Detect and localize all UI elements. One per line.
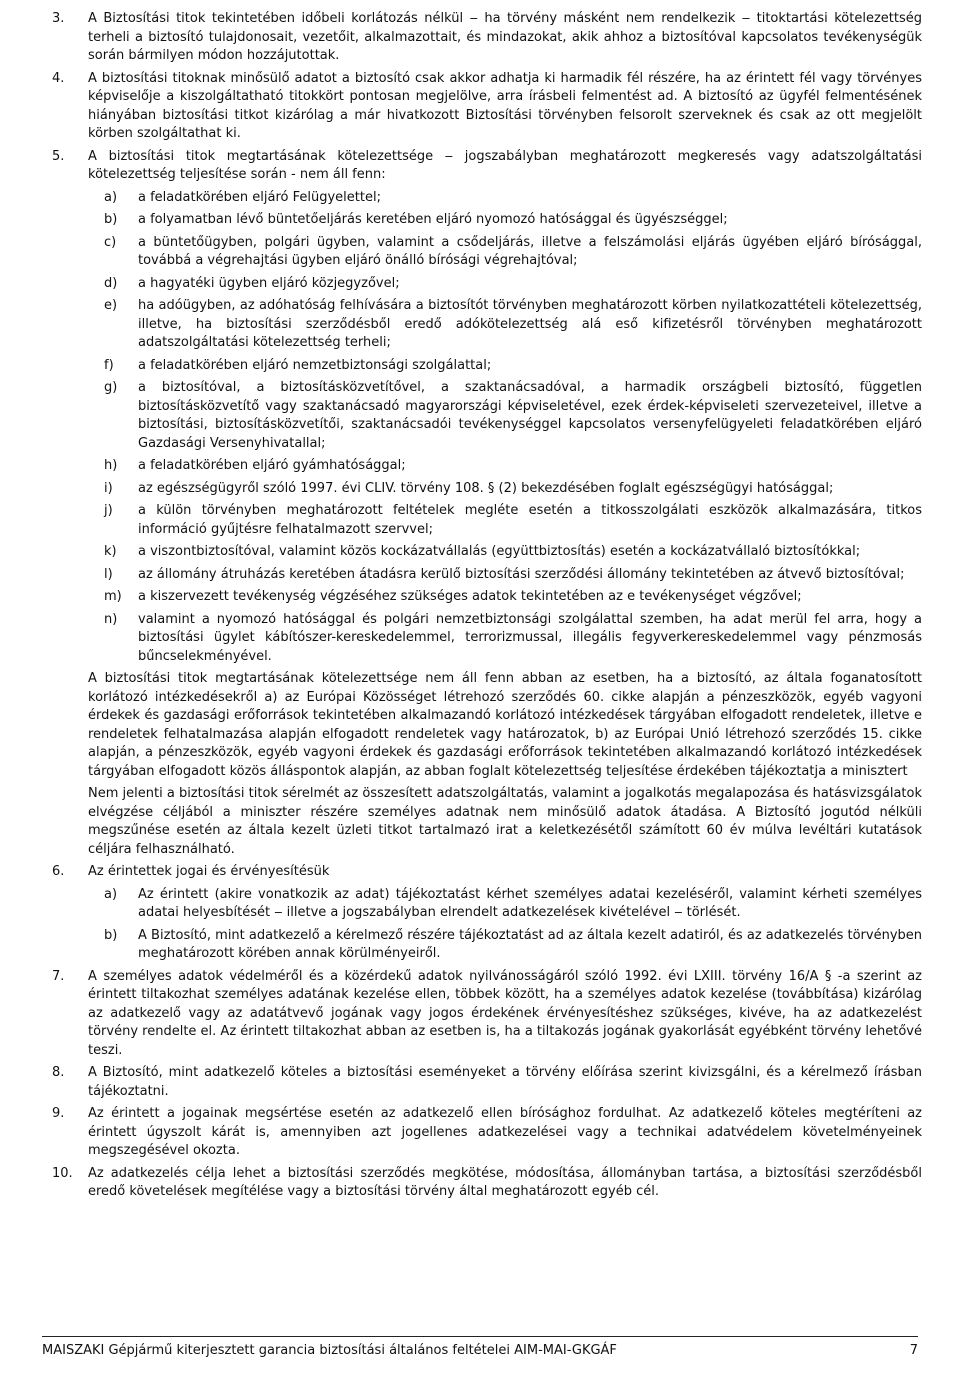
list-item-text: a külön törvényben meghatározott feltételek megléte esetén a titkosszolgálati eszközök alkalmazására, titkos információ gyűjtésre felhatalmazott szervvel; bbox=[138, 503, 922, 537]
item-text: Az érintett a jogainak megsértése esetén az adatkezelő ellen bírósághoz fordulhat. Az adatkezelő köteles megtéríteni az érintett úgyszolt kárát is, amennyiben azt jogellenes adatkezelései vagy a technikai adatvédelem követelményeinek megszegésével okozta. bbox=[88, 1106, 922, 1158]
paragraph: A biztosítási titok megtartásának kötelezettsége nem áll fenn abban az esetben, ha a biztosító, az általa foganatosított korlátozó intézkedésekről a) az Európai Közösséget létrehozó szerződés 60. cikke alapján a pénzeszközök, egyéb vagyoni érdekek és gazdasági erőforrások tekintetében alkalmazandó korlátozó intézkedések tárgyában elfogadott rendeletek, illetve e rendeletek felhatalmazása alapján elfogadott rendeletek vagy határozatok, b) az Európai Unió létrehozó szerződés 15. cikke alapján, a pénzeszközök, egyéb vagyoni érdekek és gazdasági erőforrások tekintetében alkalmazandó korlátozó intézkedések tárgyában elfogadott közös álláspontok alapján, az abban foglalt kötelezettség teljesítése érdekében tájékoztatja a minisztert bbox=[88, 671, 922, 779]
item-number: 9. bbox=[52, 1106, 65, 1121]
list-item-text: A Biztosító, mint adatkezelő a kérelmező részére tájékoztatást ad az általa kezelt adatiról, és az adatkezelés törvényben meghatározott körében annak körülményeiről. bbox=[138, 927, 922, 961]
list-item-label: d) bbox=[104, 275, 118, 291]
list-item-label: b) bbox=[104, 212, 118, 227]
numbered-item bbox=[52, 1105, 922, 1161]
list-item-label: e) bbox=[104, 298, 118, 313]
list-item-label: b) bbox=[104, 927, 118, 943]
list-item-label: i) bbox=[104, 480, 113, 496]
list-item-label: g) bbox=[104, 380, 118, 395]
list-item bbox=[52, 297, 922, 353]
list-item-text: a viszontbiztosítóval, valamint közös kockázatvállalás (együttbiztosítás) esetén a kockázatvállaló biztosítókkal; bbox=[138, 544, 861, 559]
list-item bbox=[52, 189, 922, 208]
item-number: 6. bbox=[52, 864, 65, 879]
numbered-item bbox=[52, 10, 922, 66]
list-item bbox=[52, 502, 922, 539]
page-number: 7 bbox=[909, 1343, 918, 1358]
list-item-label: m) bbox=[104, 589, 122, 604]
page-footer bbox=[42, 1336, 918, 1358]
numbered-item bbox=[52, 1064, 922, 1101]
list-item-label: c) bbox=[104, 234, 117, 250]
numbered-item bbox=[52, 1165, 922, 1202]
list-item bbox=[52, 588, 922, 607]
list-item-text: az állomány átruházás keretében átadásra kerülő biztosítási szerződési állomány tekintetében az átvevő biztosítóval; bbox=[138, 566, 905, 582]
list-item bbox=[52, 611, 922, 667]
item-text: A Biztosító, mint adatkezelő köteles a biztosítási eseményeket a törvény előírása szerint kivizsgálni, és a kérelmező írásban tájékoztatni. bbox=[88, 1065, 922, 1099]
list-item bbox=[52, 886, 922, 923]
list-item bbox=[52, 457, 922, 476]
list-item-text: Az érintett (akire vonatkozik az adat) tájékoztatást kérhet személyes adatai kezeléséről, valamint kérheti személyes adatai helyesbítését ‒ illetve a jogszabályban elrendelt adatkezelések kivételével ‒ törlését. bbox=[138, 886, 922, 920]
item-number: 10. bbox=[52, 1165, 73, 1181]
list-item-label: a) bbox=[104, 886, 118, 902]
footer-title: MAISZAKI Gépjármű kiterjesztett garancia biztosítási általános feltételei AIM-MAI-GKGÁF bbox=[42, 1343, 617, 1358]
item-number: 4. bbox=[52, 70, 65, 86]
numbered-item bbox=[52, 863, 922, 882]
list-item-text: ha adóügyben, az adóhatóság felhívására a biztosítót törvényben meghatározott körben nyilatkozattételi kötelezettség, illetve, ha biztosítási szerződésből eredő adókötelezettség alá eső kifizetésről törvényben meghatározott adatszolgáltatási kötelezettség terheli; bbox=[138, 298, 922, 350]
list-item-label: h) bbox=[104, 458, 118, 473]
list-item bbox=[52, 234, 922, 271]
list-item-text: a büntetőügyben, polgári ügyben, valamint a csődeljárás, illetve a felszámolási eljárás ügyében eljáró bírósággal, továbbá a végrehajtási ügyben eljáró önálló bírósági végrehajtóval; bbox=[138, 234, 922, 268]
list-item bbox=[52, 566, 922, 585]
list-item bbox=[52, 543, 922, 562]
list-item-text: a feladatkörében eljáró Felügyelettel; bbox=[138, 189, 381, 205]
list-item bbox=[52, 379, 922, 453]
numbered-item bbox=[52, 148, 922, 185]
list-item-text: a feladatkörében eljáró nemzetbiztonsági szolgálattal; bbox=[138, 357, 492, 373]
list-item bbox=[52, 211, 922, 230]
item-number: 5. bbox=[52, 148, 65, 164]
list-item-label: j) bbox=[104, 503, 113, 518]
item-text: Az érintettek jogai és érvényesítésük bbox=[88, 864, 330, 879]
list-item-text: a kiszervezett tevékenység végzéséhez szükséges adatok tekintetében az e tevékenységet végzővel; bbox=[138, 589, 802, 604]
item-text: A biztosítási titoknak minősülő adatot a biztosító csak akkor adhatja ki harmadik fél részére, ha az érintett fél vagy törvényes képviselője a kiszolgáltatható titokkört pontosan megjelölve, arra írásbeli felmentést ad. A biztosító az ügyfél felmentésének hiányában biztosítási titkot kizárólag a már hivatkozott Biztosítási törvényben felsorolt szerveknek és csak az ott megjelölt körben szolgáltathat ki. bbox=[88, 70, 922, 141]
list-item-text: valamint a nyomozó hatósággal és polgári nemzetbiztonsági szolgálattal szemben, ha adat merül fel arra, hogy a biztosítási ügylet kábítószer-kereskedelemmel, terrorizmussal, illegális fegyverkereskedelemmel vagy pénzmosás bűncselekményével. bbox=[138, 611, 922, 664]
list-item-label: l) bbox=[104, 566, 113, 582]
list-item bbox=[52, 480, 922, 499]
list-item-text: az egészségügyről szóló 1997. évi CLIV. törvény 108. § (2) bekezdésében foglalt egészségügyi hatósággal; bbox=[138, 480, 834, 496]
list-item bbox=[52, 275, 922, 294]
list-item-text: a feladatkörében eljáró gyámhatósággal; bbox=[138, 458, 406, 473]
list-item-label: n) bbox=[104, 611, 118, 627]
list-item bbox=[52, 357, 922, 376]
item-text: A Biztosítási titok tekintetében időbeli korlátozás nélkül ‒ ha törvény másként nem rendelkezik ‒ titoktartási kötelezettség terheli a biztosító tulajdonosait, vezetőit, alkalmazottait, és mindazokat, akik ahhoz a biztosítóval kapcsolatos tevékenységük során bármilyen módon hozzájutottak. bbox=[88, 11, 922, 63]
list-item-label: f) bbox=[104, 357, 114, 373]
list-item-label: a) bbox=[104, 189, 118, 205]
item-text: Az adatkezelés célja lehet a biztosítási szerződés megkötése, módosítása, állományban tartása, a biztosítási szerződésből eredő követelések megítélése vagy a biztosítási törvény által meghatározott egyéb cél. bbox=[88, 1165, 922, 1199]
numbered-item bbox=[52, 70, 922, 144]
item-number: 8. bbox=[52, 1065, 65, 1080]
list-item bbox=[52, 927, 922, 964]
item-text: A biztosítási titok megtartásának kötelezettsége ‒ jogszabályban meghatározott megkeresés vagy adatszolgáltatási kötelezettség teljesítése során - nem áll fenn: bbox=[88, 148, 922, 182]
item-number: 3. bbox=[52, 11, 65, 26]
list-item-text: a hagyatéki ügyben eljáró közjegyzővel; bbox=[138, 275, 400, 291]
list-item-label: k) bbox=[104, 544, 117, 559]
item-text: A személyes adatok védelméről és a közérdekű adatok nyilvánosságáról szóló 1992. évi LXIII. törvény 16/A § -a szerint az érintett tiltakozhat személyes adatának kezelése ellen, többek között, ha a személyes adatok kezelése (továbbítása) kizárólag az adatkezelő vagy az adatátvevő jogának vagy jogos érdekének érvényesítéshez szükséges, kivéve, ha az adatkezelést törvény rendelte el. Az érintett tiltakozhat abban az esetben is, ha a tiltakozás jogának gyakorlását egyébként törvény lehetővé teszi. bbox=[88, 968, 922, 1058]
item-number: 7. bbox=[52, 968, 65, 984]
numbered-item bbox=[52, 968, 922, 1061]
list-item-text: a biztosítóval, a biztosításközvetítővel, a szaktanácsadóval, a harmadik országbeli biztosító, független biztosításközvetítő vagy szaktanácsadó magyarországi képviseletével, ezek érdek-képviseleti szervezeteivel, illetve a biztosítási, biztosításközvetítői, szaktanácsadói tevékenységgel kapcsolatos versenyfelügyeleti feladatkörében eljáró Gazdasági Versenyhivatallal; bbox=[138, 380, 922, 451]
list-item-text: a folyamatban lévő büntetőeljárás keretében eljáró nyomozó hatósággal és ügyészséggel; bbox=[138, 212, 728, 227]
paragraph: Nem jelenti a biztosítási titok sérelmét az összesített adatszolgáltatás, valamint a jogalkotás megalapozása és hatásvizsgálatok elvégzése céljából a miniszter részére személyes adatnak nem minősülő adatok átadása. A Biztosító jogutód nélküli megszűnése esetén az általa kezelt üzleti titkot tartalmazó irat a keletkezésétől számított 60 év múlva levéltári kutatások céljára felhasználható. bbox=[88, 786, 922, 857]
document-body bbox=[52, 10, 922, 1206]
